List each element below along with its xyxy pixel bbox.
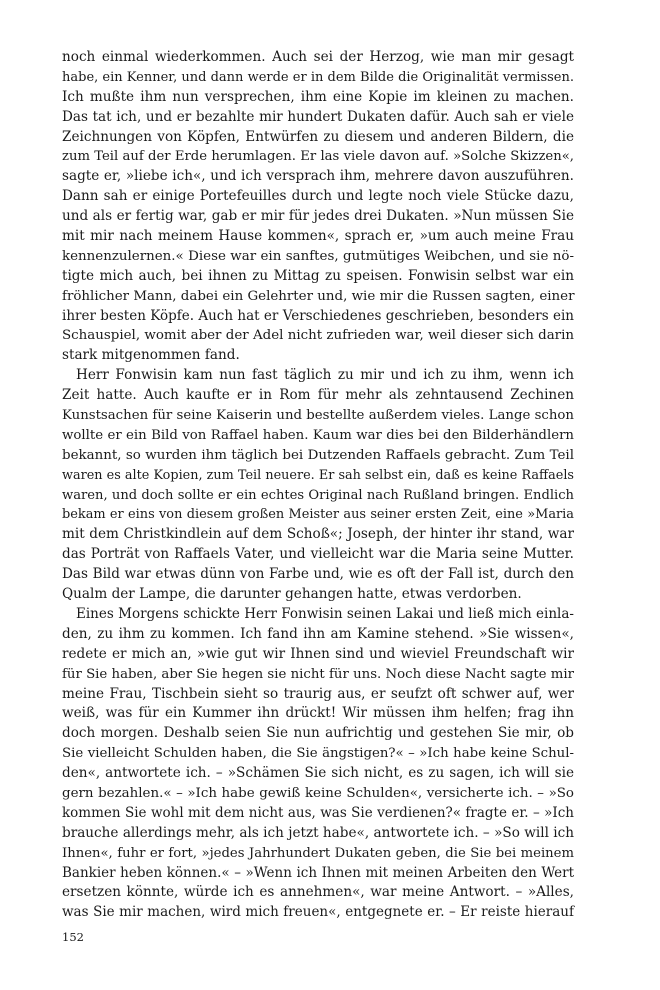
text-line: kommen Sie wohl mit dem nicht aus, was Sie verdienen?« fragte er. – »Ich [62, 804, 574, 821]
text-line: Dann sah er einige Portefeuilles durch und legte noch viele Stücke dazu, [62, 188, 574, 205]
text-line: und als er fertig war, gab er mir für jedes drei Dukaten. »Nun müssen Sie [62, 208, 574, 225]
text-line: brauche allerdings mehr, als ich jetzt habe«, antwortete ich. – »So will ich [62, 824, 574, 841]
text-line: noch einmal wiederkommen. Auch sei der Herzog, wie man mir gesagt [62, 49, 574, 65]
text-line: habe, ein Kenner, und dann werde er in dem Bilde die Originalität vermissen. [62, 69, 574, 85]
page-number: 152 [62, 930, 84, 944]
text-line: kennenzulernen.« Diese war ein sanftes, gutmütiges Weibchen, und sie nö- [62, 248, 574, 264]
text-line: stark mitgenommen fand. [62, 347, 240, 364]
text-line: waren, und doch sollte er ein echtes Original nach Rußland bringen. Endlich [62, 487, 574, 503]
text-line: Eines Morgens schickte Herr Fonwisin seinen Lakai und ließ mich einla- [76, 605, 574, 622]
text-line: das Porträt von Raffaels Vater, und vielleicht war die Maria seine Mutter. [62, 546, 574, 563]
text-line: tigte mich auch, bei ihnen zu Mittag zu speisen. Fonwisin selbst war ein [62, 267, 574, 284]
page-body [62, 48, 574, 923]
text-line: wollte er ein Bild von Raffael haben. Kaum war dies bei den Bilderhändlern [62, 427, 574, 443]
paragraph [62, 48, 574, 366]
text-line: was Sie mir machen, wird mich freuen«, entgegnete er. – Er reiste hierauf [62, 904, 574, 921]
text-line: für Sie haben, aber Sie hegen sie nicht für uns. Noch diese Nacht sagte mir [62, 666, 574, 682]
text-line: mit mir nach meinem Hause kommen«, sprach er, »um auch meine Frau [62, 228, 574, 245]
text-line: zum Teil auf der Erde herumlagen. Er las viele davon auf. »Solche Skizzen«, [62, 149, 574, 165]
text-line: Sie vielleicht Schulden haben, die Sie ängstigen?« – »Ich habe keine Schul- [62, 746, 574, 762]
text-line: Schauspiel, womit aber der Adel nicht zufrieden war, weil dieser sich darin [62, 328, 574, 344]
text-line: gern bezahlen.« – »Ich habe gewiß keine Schulden«, versicherte ich. – »So [62, 785, 574, 801]
text-line: mit dem Christkindlein auf dem Schoß«; Joseph, der hinter ihr stand, war [62, 526, 574, 543]
text-line: meine Frau, Tischbein sieht so traurig aus, er seufzt oft schwer auf, wer [62, 685, 574, 702]
text-line: doch morgen. Deshalb seien Sie nun aufrichtig und gestehen Sie mir, ob [62, 725, 574, 742]
text-line: bekannt, so wurden ihm täglich bei Dutzenden Raffaels gebracht. Zum Teil [62, 447, 574, 463]
text-line: Kunstsachen für seine Kaiserin und bestellte außerdem vieles. Lange schon [62, 408, 574, 424]
text-line: Zeit hatte. Auch kaufte er in Rom für mehr als zehntausend Zechinen [62, 387, 574, 404]
text-line: Herr Fonwisin kam nun fast täglich zu mir und ich zu ihm, wenn ich [76, 367, 574, 384]
text-line: redete er mich an, »wie gut wir Ihnen sind und wieviel Freundschaft wir [62, 645, 574, 662]
text-line: Das tat ich, und er bezahlte mir hundert Dukaten dafür. Auch sah er viele [62, 108, 574, 125]
paragraph [62, 605, 574, 923]
text-line: Ihnen«, fuhr er fort, »jedes Jahrhundert Dukaten geben, die Sie bei meinem [62, 845, 574, 861]
text-line: Ich mußte ihm nun versprechen, ihm eine Kopie im kleinen zu machen. [62, 88, 574, 105]
text-line: Das Bild war etwas dünn von Farbe und, wie es oft der Fall ist, durch den [62, 566, 574, 583]
text-line: Qualm der Lampe, die darunter gehangen hatte, etwas verdorben. [62, 586, 522, 603]
text-line: ihrer besten Köpfe. Auch hat er Verschiedenes geschrieben, besonders ein [62, 307, 574, 324]
text-line: waren es alte Kopien, zum Teil neuere. Er sah selbst ein, daß es keine Raffaels [62, 467, 574, 483]
text-line: den, zu ihm zu kommen. Ich fand ihn am Kamine stehend. »Sie wissen«, [62, 625, 574, 642]
text-line: Bankier heben können.« – »Wenn ich Ihnen mit meinen Arbeiten den Wert [62, 864, 574, 881]
text-line: fröhlicher Mann, dabei ein Gelehrter und, wie mir die Russen sagten, einer [62, 288, 575, 304]
paragraph [62, 366, 574, 605]
text-line: Zeichnungen von Köpfen, Entwürfen zu diesem und anderen Bildern, die [62, 128, 574, 145]
text-line: bekam er eins von diesem großen Meister aus seiner ersten Zeit, eine »Maria [62, 507, 574, 523]
text-line: ersetzen könnte, würde ich es annehmen«, war meine Antwort. – »Alles, [62, 884, 574, 901]
text-line: weiß, was für ein Kummer ihn drückt! Wir müssen ihm helfen; frag ihn [62, 705, 574, 722]
text-line: den«, antwortete ich. – »Schämen Sie sich nicht, es zu sagen, ich will sie [62, 765, 574, 782]
text-line: sagte er, »liebe ich«, und ich versprach ihm, mehrere davon auszuführen. [62, 168, 574, 185]
